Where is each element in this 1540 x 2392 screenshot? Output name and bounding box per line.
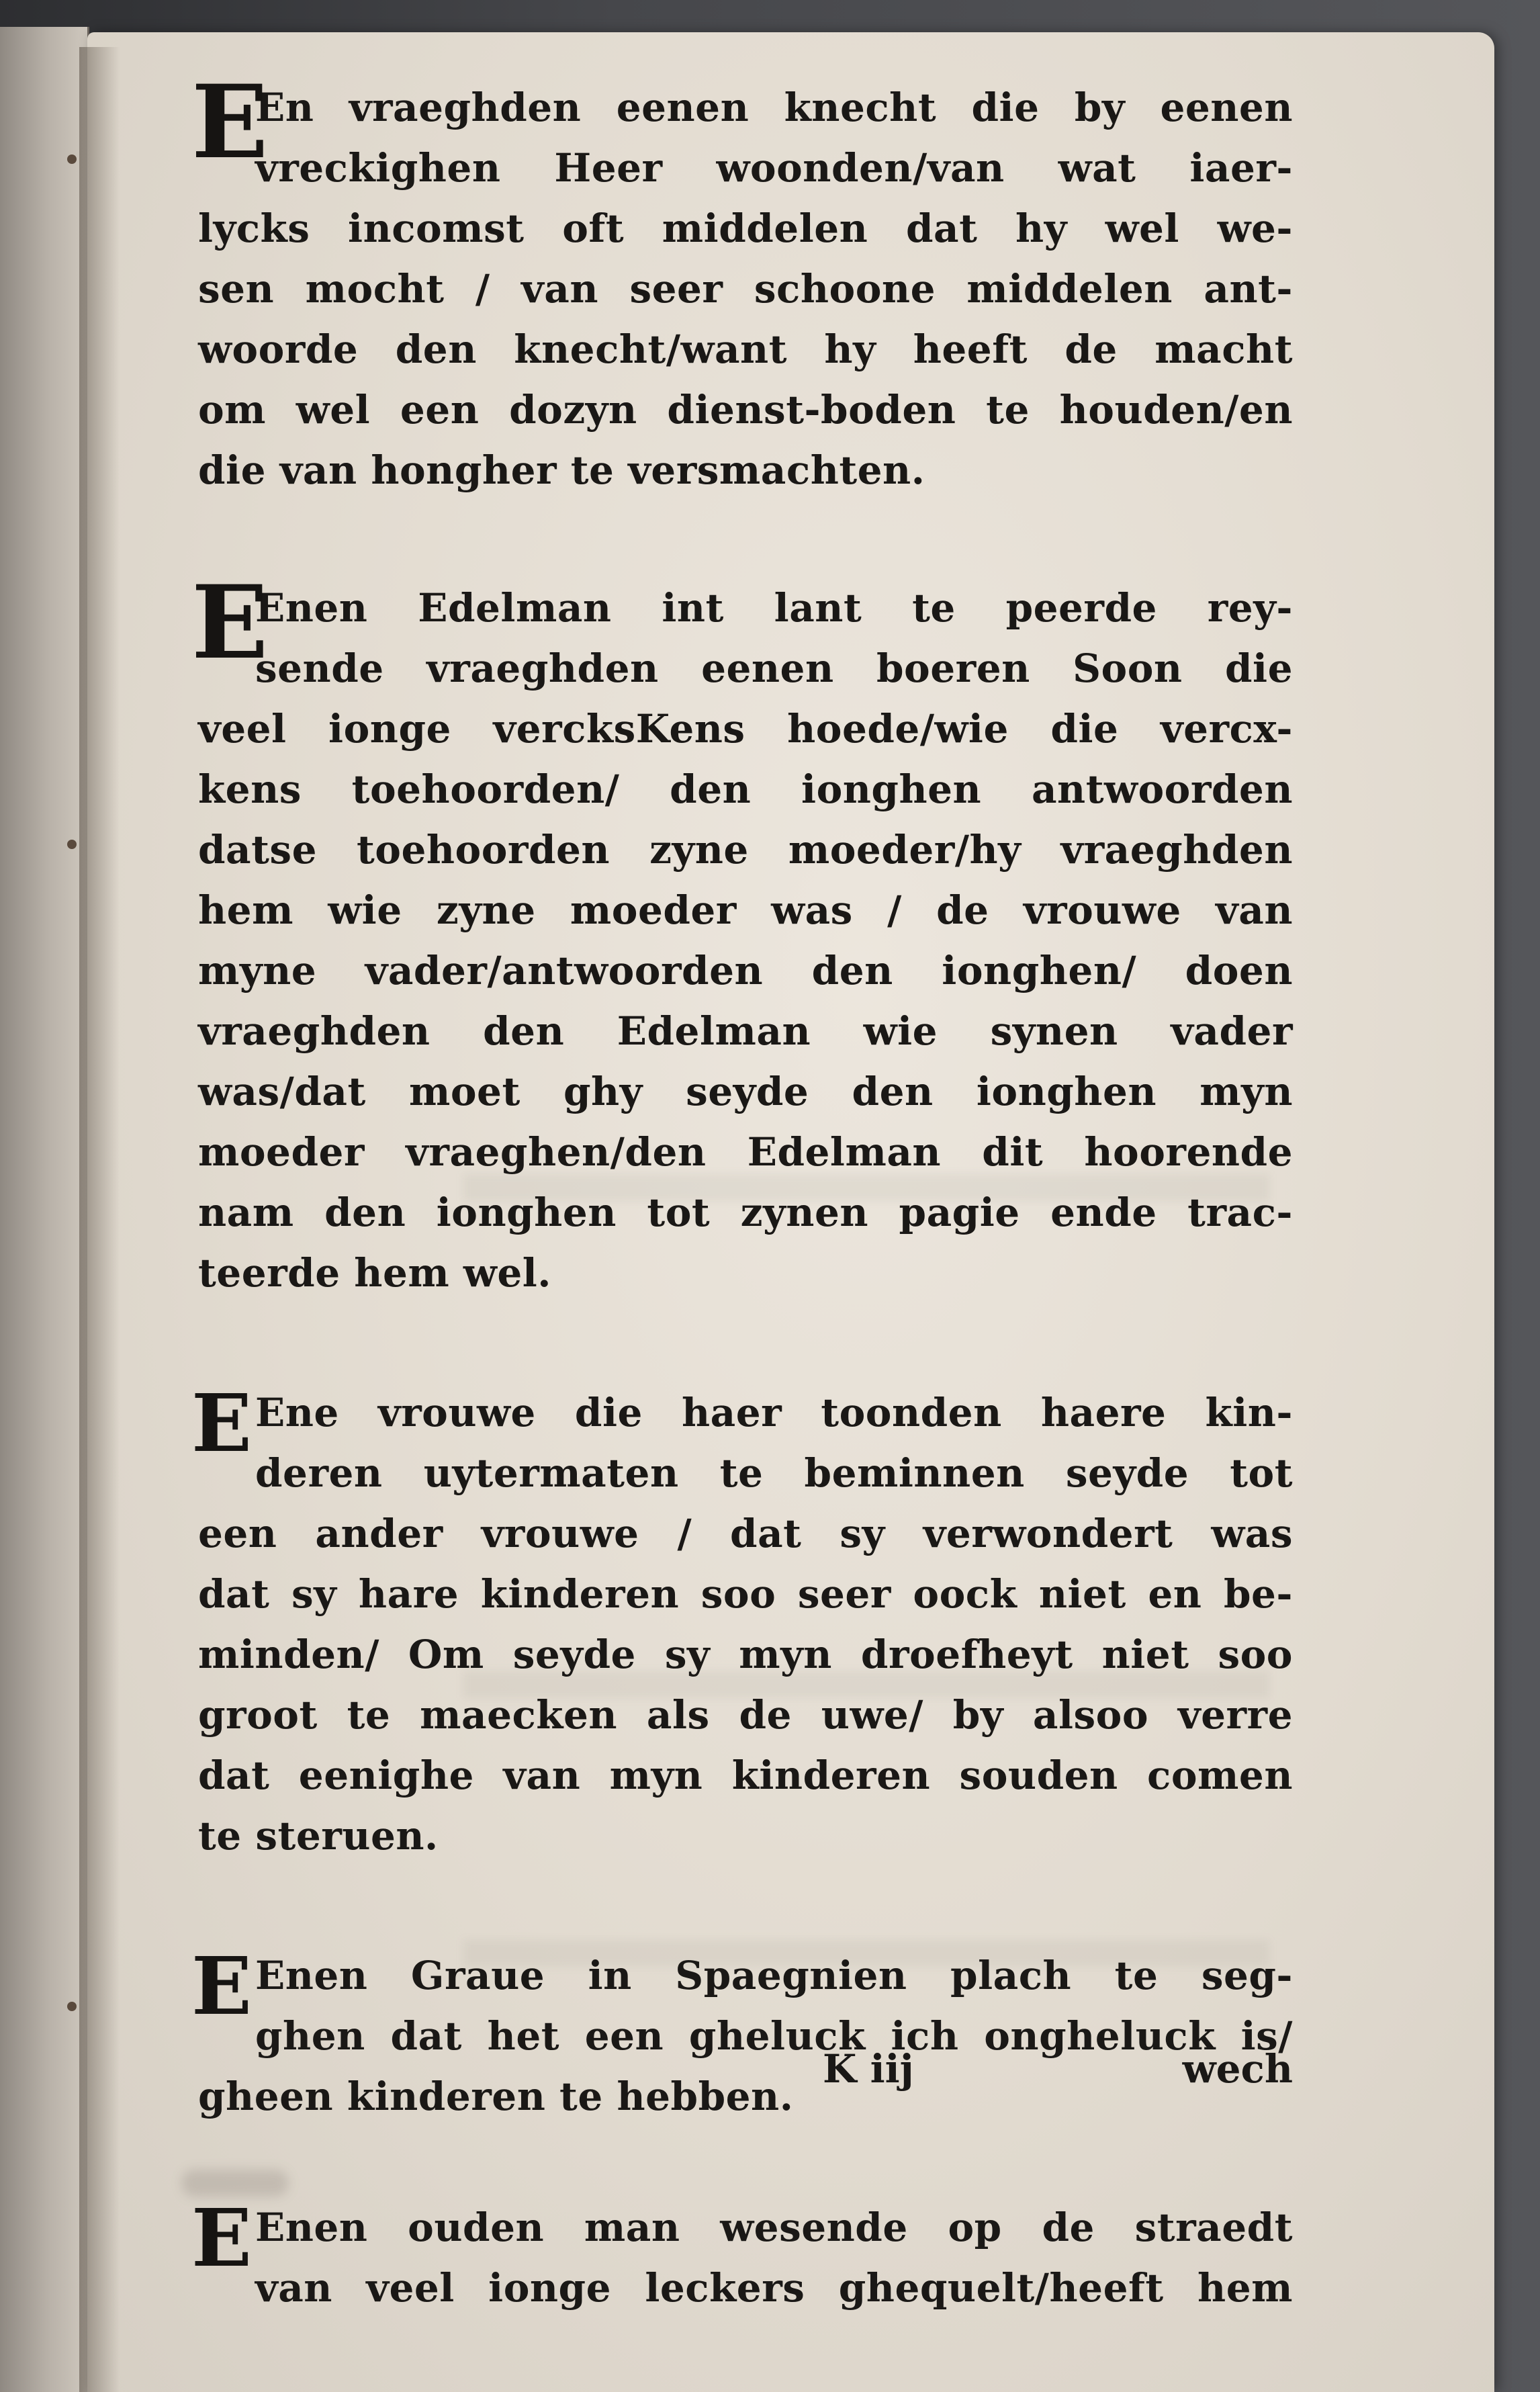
text-line: En vraeghden eenen knecht die by eenen <box>255 85 1293 130</box>
text-line: Enen Edelman int lant te peerde rey- <box>255 585 1293 631</box>
paragraph-4 <box>191 1939 1293 2127</box>
page-footer <box>198 2039 1293 2099</box>
text-line: datse toehoorden zyne moeder/hy vraeghden <box>198 827 1293 873</box>
text-line: nam den ionghen tot zynen pagie ende trac- <box>198 1190 1293 1235</box>
paragraph-2 <box>191 564 1293 1303</box>
text-line: dat eenighe van myn kinderen souden comen <box>198 1753 1293 1798</box>
text-line: te steruen. <box>198 1813 439 1859</box>
binding-hole <box>67 2002 77 2011</box>
text-line: minden/ Om seyde sy myn droefheyt niet soo <box>198 1632 1293 1677</box>
text-line: deren uytermaten te beminnen seyde tot <box>255 1450 1293 1496</box>
gutter-shadow <box>79 47 120 2392</box>
text-line: vraeghden den Edelman wie synen vader <box>198 1008 1293 1054</box>
text-line: gheen kinderen te hebben. <box>198 2074 794 2119</box>
text-line: moeder vraeghen/den Edelman dit hoorende <box>198 1129 1293 1175</box>
binding-hole <box>67 154 77 164</box>
text-line: teerde hem wel. <box>198 1250 551 1296</box>
text-line: was/dat moet ghy seyde den ionghen myn <box>198 1069 1293 1114</box>
binding-hole <box>67 840 77 849</box>
ink-smudge <box>181 2170 289 2197</box>
paragraph-5 <box>191 2191 1293 2318</box>
text-line: vreckighen Heer woonden/van wat iaer- <box>255 145 1293 191</box>
text-line: groot te maecken als de uwe/ by alsoo verre <box>198 1692 1293 1738</box>
drop-initial: E <box>191 1376 252 1470</box>
text-line: van veel ionge leckers ghequelt/heeft hem <box>255 2265 1293 2311</box>
text-line: om wel een dozyn dienst-boden te houden/en <box>198 387 1293 433</box>
text-line: veel ionge vercksKens hoede/wie die vercx- <box>198 706 1293 752</box>
text-line: lycks incomst oft middelen dat hy wel we- <box>198 206 1293 251</box>
drop-initial: E <box>191 564 269 682</box>
text-line: sende vraeghden eenen boeren Soon die <box>255 646 1293 691</box>
drop-initial: E <box>191 1939 252 2033</box>
text-line: sen mocht / van seer schoone middelen ant- <box>198 266 1293 312</box>
text-line: kens toehoorden/ den ionghen antwoorden <box>198 766 1293 812</box>
text-line: die van hongher te versmachten. <box>198 447 925 493</box>
text-line: ghen dat het een gheluck ich ongheluck is/ <box>255 2013 1293 2059</box>
text-line: Enen ouden man wesende op de straedt <box>255 2205 1293 2250</box>
text-line: hem wie zyne moeder was / de vrouwe van <box>198 887 1293 933</box>
text-line: Ene vrouwe die haer toonden haere kin- <box>255 1390 1293 1435</box>
drop-initial: E <box>191 2191 252 2285</box>
signature-mark: K iij <box>823 2046 914 2092</box>
text-line: Enen Graue in Spaegnien plach te seg- <box>255 1953 1293 1998</box>
catchword: wech <box>1182 2046 1293 2092</box>
text-line: een ander vrouwe / dat sy verwondert was <box>198 1511 1293 1556</box>
page-text <box>191 63 1293 2311</box>
previous-page-edge <box>0 27 89 2392</box>
drop-initial: E <box>191 63 269 181</box>
paragraph-1 <box>191 63 1293 500</box>
paragraph-3 <box>191 1376 1293 1866</box>
text-line: woorde den knecht/want hy heeft de macht <box>198 326 1293 372</box>
text-line: myne vader/antwoorden den ionghen/ doen <box>198 948 1293 993</box>
text-line: dat sy hare kinderen soo seer oock niet en be- <box>198 1571 1293 1617</box>
